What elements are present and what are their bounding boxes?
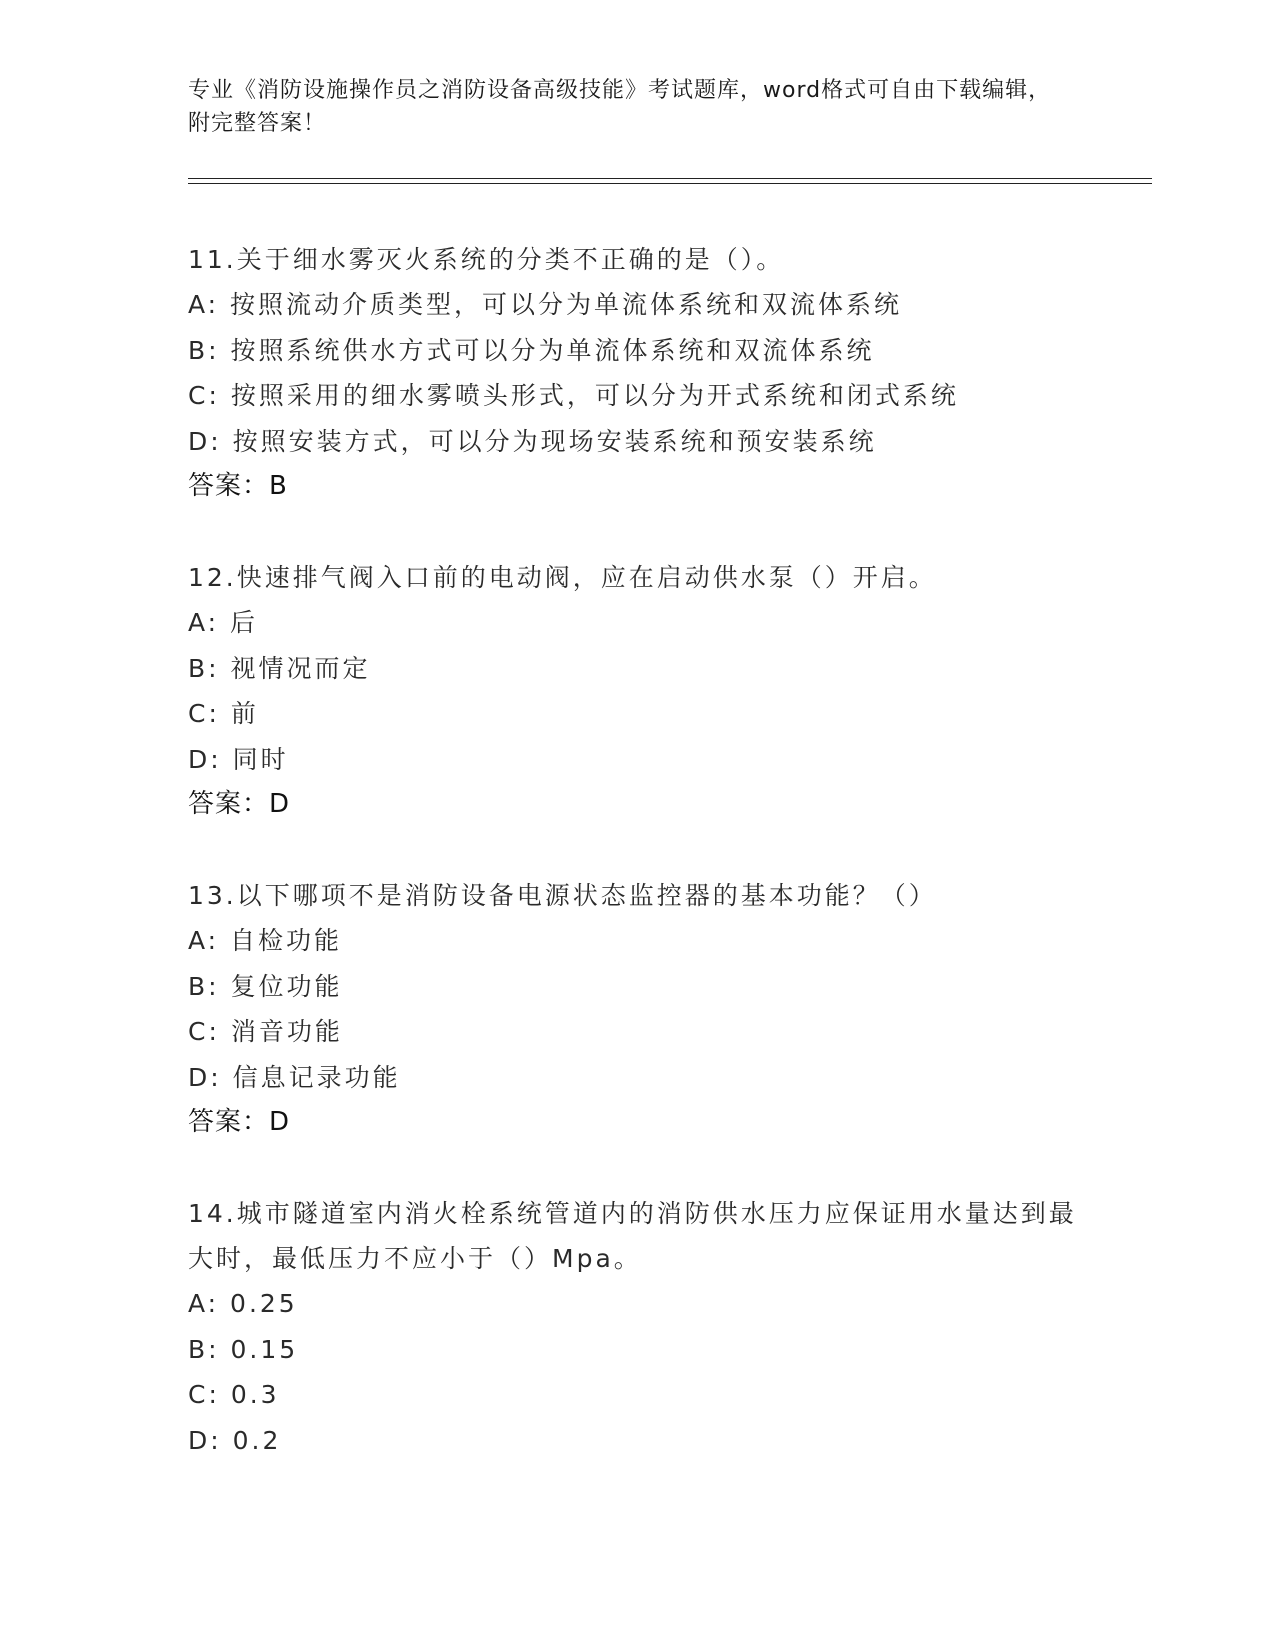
- header-divider-bottom: [188, 183, 1152, 184]
- answer-line: 答案：D: [188, 789, 291, 819]
- option-a: A: 后: [188, 608, 259, 637]
- document-header-text: 专业《消防设施操作员之消防设备高级技能》考试题库，word格式可自由下载编辑，附完整答案！: [188, 78, 1052, 136]
- question-item: [188, 237, 1088, 509]
- question-item: [188, 873, 1088, 1145]
- answer-line: 答案：B: [188, 471, 288, 501]
- option-c: C: 按照采用的细水雾喷头形式，可以分为开式系统和闭式系统: [188, 381, 959, 410]
- option-c: C: 前: [188, 699, 259, 728]
- option-c: C: 0.3: [188, 1380, 280, 1409]
- option-b: B: 按照系统供水方式可以分为单流体系统和双流体系统: [188, 335, 875, 365]
- question-item: [188, 1191, 1088, 1463]
- option-d: D: 按照安装方式，可以分为现场安装系统和预安装系统: [188, 426, 877, 456]
- question-stem: 11.关于细水雾灭火系统的分类不正确的是（）。: [188, 245, 785, 274]
- header-divider-top: [188, 178, 1152, 179]
- option-d: D: 0.2: [188, 1425, 282, 1455]
- option-b: B: 复位功能: [188, 971, 343, 1001]
- question-item: [188, 555, 1088, 827]
- option-a: A: 0.25: [188, 1289, 298, 1318]
- option-d: D: 信息记录功能: [188, 1062, 401, 1092]
- option-c: C: 消音功能: [188, 1017, 343, 1046]
- question-stem: 12.快速排气阀入口前的电动阀，应在启动供水泵（）开启。: [188, 563, 937, 592]
- option-b: B: 视情况而定: [188, 653, 371, 683]
- option-b: B: 0.15: [188, 1334, 299, 1364]
- answer-line: 答案：D: [188, 1107, 291, 1137]
- option-a: A: 自检功能: [188, 926, 343, 955]
- option-a: A: 按照流动介质类型，可以分为单流体系统和双流体系统: [188, 290, 903, 319]
- option-d: D: 同时: [188, 744, 289, 774]
- question-stem: 13.以下哪项不是消防设备电源状态监控器的基本功能？（）: [188, 881, 937, 910]
- question-list: [188, 237, 1088, 1509]
- question-stem: 14.城市隧道室内消火栓系统管道内的消防供水压力应保证用水量达到最大时，最低压力不应小于（）Mpa。: [188, 1199, 1077, 1273]
